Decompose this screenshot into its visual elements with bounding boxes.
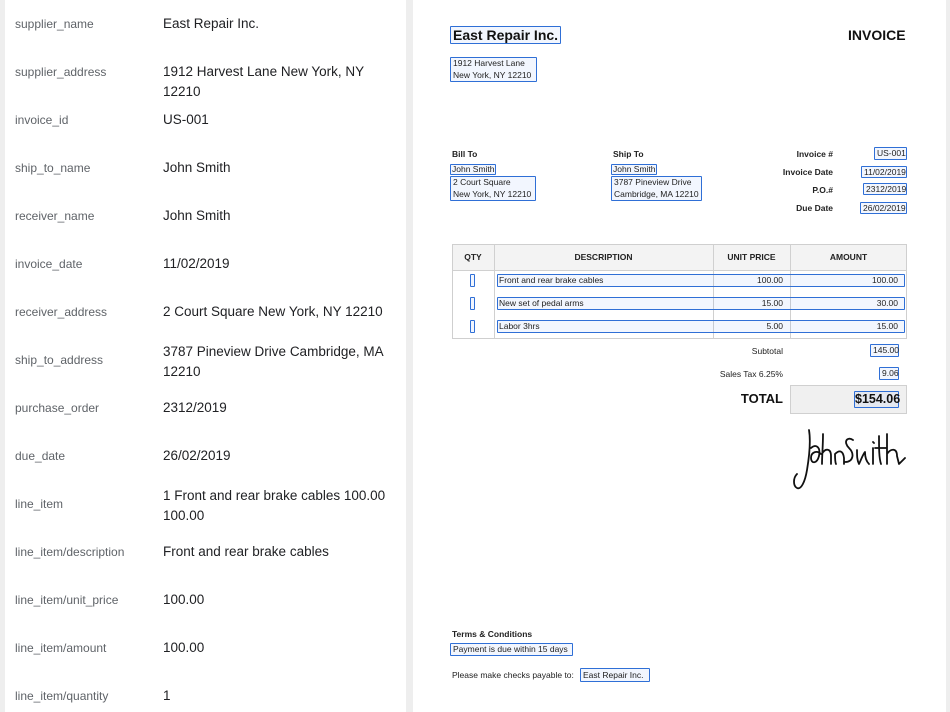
sales-tax-box[interactable]: 9.06 (879, 367, 899, 380)
item-amount: 100.00 (872, 275, 898, 285)
bill-to-address-box[interactable] (450, 176, 536, 201)
bill-to-line1: 2 Court Square (453, 177, 511, 187)
field-key: ship_to_name (15, 161, 91, 175)
supplier-address-line1: 1912 Harvest Lane (453, 58, 525, 68)
bill-to-line2: New York, NY 12210 (453, 188, 532, 199)
field-value: 1 (163, 688, 171, 703)
supplier-name-box[interactable]: East Repair Inc. (450, 26, 561, 44)
field-row[interactable] (5, 240, 406, 288)
field-value: 2 Court Square New York, NY 12210 (163, 304, 383, 319)
po-label: P.O.# (812, 185, 833, 195)
col-header-description: DESCRIPTION (574, 252, 633, 262)
field-value: 1 Front and rear brake cables 100.00 100.00 (163, 488, 386, 523)
extracted-fields-panel (5, 0, 406, 712)
supplier-address-box[interactable] (450, 57, 537, 82)
field-value: 26/02/2019 (163, 448, 231, 463)
item-unit-price: 5.00 (766, 321, 783, 331)
terms-label: Terms & Conditions (452, 629, 533, 639)
due-date-label: Due Date (796, 203, 833, 213)
table-header-divider (452, 270, 907, 271)
field-key: line_item/quantity (15, 689, 109, 703)
field-key: supplier_address (15, 65, 107, 79)
invoice-no-box[interactable]: US-001 (874, 147, 907, 160)
item-qty-box[interactable] (470, 297, 475, 310)
field-value: 100.00 (163, 592, 205, 607)
invoice-date-label: Invoice Date (782, 167, 833, 177)
ship-to-label: Ship To (613, 149, 644, 159)
field-key: line_item/amount (15, 641, 107, 655)
field-key: due_date (15, 449, 66, 463)
field-row[interactable] (5, 48, 406, 99)
field-key: supplier_name (15, 17, 94, 31)
field-value: US-001 (163, 112, 209, 127)
col-header-amount: AMOUNT (829, 252, 868, 262)
field-key: ship_to_address (15, 353, 104, 367)
item-unit-price: 100.00 (757, 275, 783, 285)
field-key: invoice_id (15, 113, 69, 127)
invoice-document (413, 0, 946, 712)
field-row[interactable] (5, 432, 406, 480)
sales-tax-label: Sales Tax 6.25% (719, 369, 783, 379)
field-value: East Repair Inc. (163, 16, 260, 31)
po-box[interactable]: 2312/2019 (863, 183, 907, 195)
field-row[interactable] (5, 96, 406, 144)
field-row[interactable] (5, 480, 406, 528)
field-row[interactable] (5, 576, 406, 624)
field-value: 11/02/2019 (163, 256, 230, 271)
item-amount: 15.00 (876, 321, 898, 331)
field-key: purchase_order (15, 401, 100, 415)
ship-to-name-box[interactable]: John Smith (613, 164, 656, 174)
field-key: line_item/unit_price (15, 593, 119, 607)
supplier-address-line2: New York, NY 12210 (453, 69, 532, 80)
bill-to-name-box[interactable]: John Smith (452, 164, 495, 174)
subtotal-label: Subtotal (751, 346, 783, 356)
item-unit-price: 15.00 (761, 298, 783, 308)
field-row[interactable] (5, 624, 406, 672)
field-value: 3787 Pineview Drive Cambridge, MA 12210 (163, 344, 383, 379)
ship-to-address-box[interactable] (611, 176, 702, 201)
field-row[interactable] (5, 672, 406, 712)
field-value: John Smith (163, 160, 231, 175)
field-value: Front and rear brake cables (163, 544, 329, 559)
field-key: receiver_name (15, 209, 95, 223)
field-value: 2312/2019 (163, 400, 227, 415)
field-row[interactable] (5, 384, 406, 432)
item-description-box[interactable]: Labor 3hrs (497, 320, 905, 333)
payable-to-box[interactable]: East Repair Inc. (580, 668, 650, 682)
col-header-unit-price: UNIT PRICE (727, 252, 776, 262)
field-row[interactable] (5, 336, 406, 384)
field-row[interactable] (5, 192, 406, 240)
payable-text: Please make checks payable to: (452, 670, 574, 680)
bill-to-label: Bill To (452, 149, 478, 159)
field-value: 100.00 (163, 640, 205, 655)
invoice-no-label: Invoice # (796, 149, 833, 159)
total-label: TOTAL (740, 391, 783, 406)
item-qty-box[interactable] (470, 320, 475, 333)
item-description-box[interactable]: Front and rear brake cables (497, 274, 905, 287)
field-key: invoice_date (15, 257, 83, 271)
field-key: line_item (15, 497, 64, 511)
due-date-box[interactable]: 26/02/2019 (860, 202, 907, 214)
signature (791, 418, 911, 498)
item-qty-box[interactable] (470, 274, 475, 287)
field-row[interactable] (5, 144, 406, 192)
field-key: receiver_address (15, 305, 108, 319)
field-value: John Smith (163, 208, 231, 223)
field-row[interactable] (5, 528, 406, 576)
ship-to-line2: Cambridge, MA 12210 (614, 188, 699, 199)
ship-to-line1: 3787 Pineview Drive (614, 177, 692, 187)
terms-text-box[interactable]: Payment is due within 15 days (450, 643, 573, 656)
field-value: 1912 Harvest Lane New York, NY 12210 (163, 64, 364, 99)
subtotal-box[interactable]: 145.00 (870, 344, 899, 357)
invoice-title: INVOICE (848, 27, 906, 43)
field-key: line_item/description (15, 545, 125, 559)
field-row[interactable] (5, 288, 406, 336)
invoice-date-box[interactable]: 11/02/2019 (861, 166, 907, 178)
item-amount: 30.00 (876, 298, 898, 308)
field-row[interactable] (5, 0, 406, 48)
item-description-box[interactable]: New set of pedal arms (497, 297, 905, 310)
total-box[interactable]: $154.06 (855, 392, 901, 406)
col-header-qty: QTY (464, 252, 482, 262)
